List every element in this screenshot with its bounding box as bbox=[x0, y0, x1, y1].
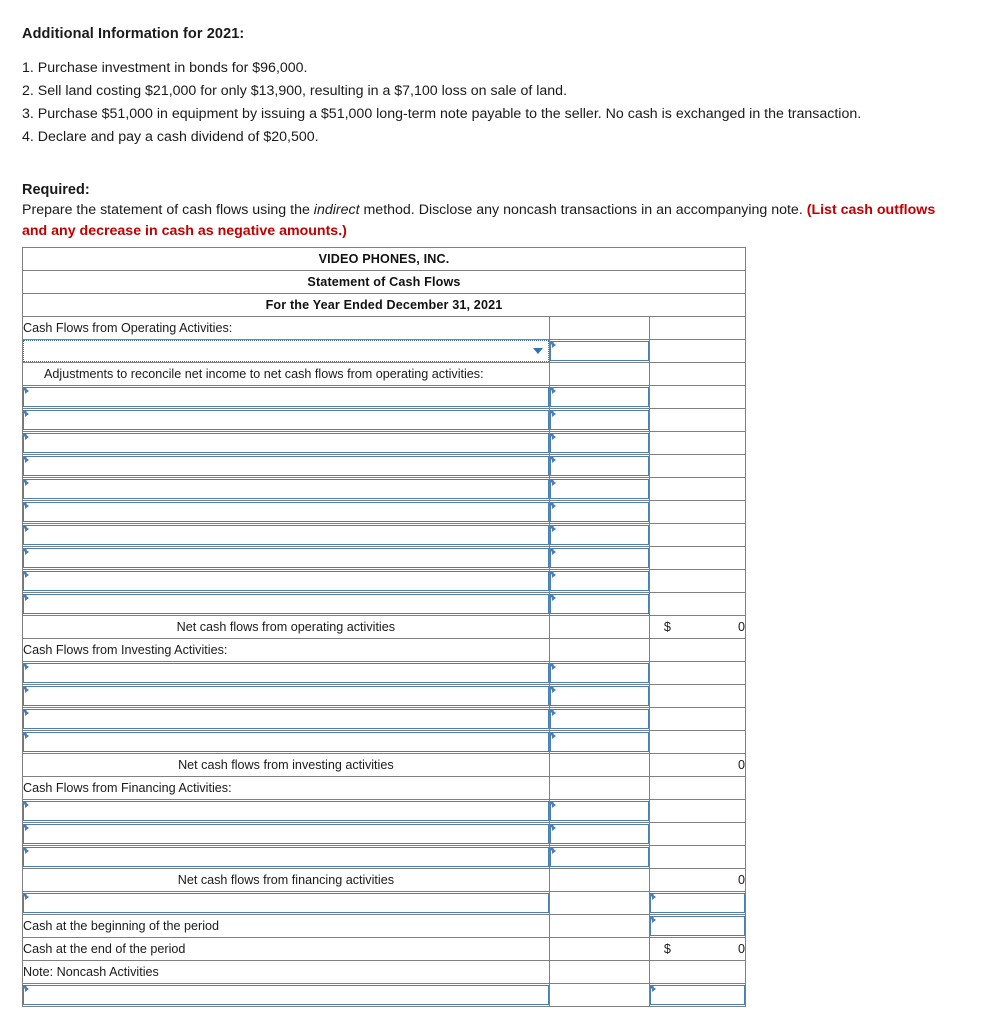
net-income-amount-input[interactable] bbox=[550, 341, 649, 361]
empty-cell-right bbox=[649, 731, 745, 754]
operating-entry-label-cell-4[interactable] bbox=[23, 455, 550, 478]
table-row bbox=[23, 685, 746, 708]
empty-cell-right bbox=[649, 386, 745, 409]
empty-cell-right bbox=[649, 662, 745, 685]
table-row bbox=[23, 892, 746, 915]
operating-entry-label-cell-5[interactable] bbox=[23, 478, 550, 501]
table-row bbox=[23, 823, 746, 846]
table-row bbox=[23, 570, 746, 593]
noncash-label-cell[interactable] bbox=[23, 984, 550, 1007]
net-income-amount-cell[interactable] bbox=[549, 340, 649, 363]
required-heading: Required: bbox=[22, 182, 90, 198]
operating-entry-amount-cell-7[interactable] bbox=[549, 524, 649, 547]
operating-entry-amount-input-6[interactable] bbox=[550, 502, 649, 522]
investing-entry-label-input-1[interactable] bbox=[23, 663, 549, 683]
empty-cell-right bbox=[649, 961, 745, 984]
financing-entry-label-cell-2[interactable] bbox=[23, 823, 550, 846]
investing-entry-label-cell-2[interactable] bbox=[23, 685, 550, 708]
info-item-4: 4. Declare and pay a cash dividend of $20,500. bbox=[22, 129, 319, 145]
cash-flow-worksheet bbox=[22, 247, 746, 1007]
required-block bbox=[22, 182, 964, 242]
operating-entry-amount-input-1[interactable] bbox=[550, 387, 649, 407]
empty-cell-right bbox=[649, 363, 745, 386]
statement-period: For the Year Ended December 31, 2021 bbox=[23, 294, 746, 317]
financing-entry-label-input-1[interactable] bbox=[23, 801, 549, 821]
table-row bbox=[23, 317, 746, 340]
noncash-label-input[interactable] bbox=[23, 985, 549, 1005]
financing-entry-label-input-3[interactable] bbox=[23, 847, 549, 867]
operating-entry-label-input-4[interactable] bbox=[23, 456, 549, 476]
net-income-select[interactable] bbox=[23, 340, 549, 362]
operating-activities-header: Cash Flows from Operating Activities: bbox=[23, 317, 550, 340]
investing-entry-amount-cell-4[interactable] bbox=[549, 731, 649, 754]
table-row bbox=[23, 409, 746, 432]
empty-cell-right bbox=[649, 524, 745, 547]
info-item-2: 2. Sell land costing $21,000 for only $13,900, resulting in a $7,100 loss on sale of land. bbox=[22, 83, 568, 99]
required-text-part1: Prepare the statement of cash flows using the bbox=[22, 202, 314, 218]
operating-entry-label-input-5[interactable] bbox=[23, 479, 549, 499]
investing-entry-amount-input-2[interactable] bbox=[550, 686, 649, 706]
table-row bbox=[23, 984, 746, 1007]
empty-cell-right bbox=[649, 317, 745, 340]
investing-activities-header: Cash Flows from Investing Activities: bbox=[23, 639, 550, 662]
table-row bbox=[23, 869, 746, 892]
empty-cell-right bbox=[649, 547, 745, 570]
cash-beginning-label: Cash at the beginning of the period bbox=[23, 915, 550, 938]
table-row bbox=[23, 938, 746, 961]
additional-information-list bbox=[22, 58, 964, 148]
investing-entry-label-input-2[interactable] bbox=[23, 686, 549, 706]
operating-entry-label-cell-3[interactable] bbox=[23, 432, 550, 455]
empty-cell-mid bbox=[549, 317, 649, 340]
net-investing-value-cell: 0 bbox=[649, 754, 745, 777]
operating-entry-label-cell-8[interactable] bbox=[23, 547, 550, 570]
operating-entry-amount-input-2[interactable] bbox=[550, 410, 649, 430]
empty-cell-mid bbox=[549, 363, 649, 386]
investing-entry-amount-input-4[interactable] bbox=[550, 732, 649, 752]
table-row bbox=[23, 386, 746, 409]
operating-entry-label-input-10[interactable] bbox=[23, 594, 549, 614]
operating-entry-amount-input-9[interactable] bbox=[550, 571, 649, 591]
net-financing-label: Net cash flows from financing activities bbox=[23, 869, 550, 892]
net-change-label-cell[interactable] bbox=[23, 892, 550, 915]
operating-entry-label-cell-10[interactable] bbox=[23, 593, 550, 616]
operating-entry-amount-input-4[interactable] bbox=[550, 456, 649, 476]
operating-entry-amount-input-7[interactable] bbox=[550, 525, 649, 545]
net-operating-value-cell bbox=[649, 616, 745, 639]
operating-entry-amount-cell-5[interactable] bbox=[549, 478, 649, 501]
empty-cell-right bbox=[649, 478, 745, 501]
operating-entry-amount-input-10[interactable] bbox=[550, 594, 649, 614]
operating-entry-amount-input-5[interactable] bbox=[550, 479, 649, 499]
table-row bbox=[23, 616, 746, 639]
operating-entry-amount-cell-6[interactable] bbox=[549, 501, 649, 524]
financing-entry-amount-input-2[interactable] bbox=[550, 824, 649, 844]
cash-end-value-cell bbox=[649, 938, 745, 961]
empty-cell-right bbox=[649, 340, 745, 363]
empty-cell-mid bbox=[549, 938, 649, 961]
operating-entry-amount-cell-3[interactable] bbox=[549, 432, 649, 455]
cash-end-label: Cash at the end of the period bbox=[23, 938, 550, 961]
empty-cell-mid bbox=[549, 869, 649, 892]
table-row bbox=[23, 639, 746, 662]
table-row bbox=[23, 432, 746, 455]
required-instructions bbox=[22, 200, 964, 242]
operating-entry-amount-cell-9[interactable] bbox=[549, 570, 649, 593]
cash-beginning-amount-input[interactable] bbox=[650, 916, 745, 936]
operating-entry-label-input-9[interactable] bbox=[23, 571, 549, 591]
financing-entry-label-cell-1[interactable] bbox=[23, 800, 550, 823]
cash-end-value: 0 bbox=[737, 942, 745, 956]
adjustments-header: Adjustments to reconcile net income to net cash flows from operating activities: bbox=[23, 363, 550, 386]
table-row bbox=[23, 846, 746, 869]
operating-entry-label-cell-7[interactable] bbox=[23, 524, 550, 547]
currency-symbol: $ bbox=[663, 620, 671, 634]
empty-cell-right bbox=[649, 409, 745, 432]
investing-entry-label-cell-4[interactable] bbox=[23, 731, 550, 754]
empty-cell-mid bbox=[549, 754, 649, 777]
financing-activities-header: Cash Flows from Financing Activities: bbox=[23, 777, 550, 800]
empty-cell-right bbox=[649, 501, 745, 524]
investing-entry-label-input-3[interactable] bbox=[23, 709, 549, 729]
operating-entry-label-input-7[interactable] bbox=[23, 525, 549, 545]
net-financing-value-cell: 0 bbox=[649, 869, 745, 892]
operating-entry-label-input-8[interactable] bbox=[23, 548, 549, 568]
operating-entry-amount-cell-10[interactable] bbox=[549, 593, 649, 616]
investing-entry-amount-cell-1[interactable] bbox=[549, 662, 649, 685]
net-operating-label: Net cash flows from operating activities bbox=[23, 616, 550, 639]
empty-cell-right bbox=[649, 800, 745, 823]
noncash-amount-input[interactable] bbox=[650, 985, 745, 1005]
table-row bbox=[23, 731, 746, 754]
table-row bbox=[23, 547, 746, 570]
chevron-down-icon[interactable] bbox=[533, 348, 543, 354]
investing-entry-amount-cell-2[interactable] bbox=[549, 685, 649, 708]
operating-entry-amount-cell-4[interactable] bbox=[549, 455, 649, 478]
financing-entry-label-input-2[interactable] bbox=[23, 824, 549, 844]
problem-prose bbox=[0, 0, 986, 242]
table-title-row-statement bbox=[23, 271, 746, 294]
financing-entry-amount-cell-1[interactable] bbox=[549, 800, 649, 823]
net-investing-label: Net cash flows from investing activities bbox=[23, 754, 550, 777]
operating-entry-amount-cell-2[interactable] bbox=[549, 409, 649, 432]
table-row bbox=[23, 340, 746, 363]
required-text-part2: method. Disclose any noncash transactions in an accompanying note. bbox=[359, 202, 807, 218]
investing-entry-amount-input-3[interactable] bbox=[550, 709, 649, 729]
investing-entry-label-input-4[interactable] bbox=[23, 732, 549, 752]
operating-entry-label-input-3[interactable] bbox=[23, 433, 549, 453]
info-item-3: 3. Purchase $51,000 in equipment by issuing a $51,000 long-term note payable to the seller. No cash is exchanged in the transaction. bbox=[22, 106, 862, 122]
empty-cell-mid bbox=[549, 639, 649, 662]
empty-cell-mid bbox=[549, 892, 649, 915]
net-operating-value: 0 bbox=[737, 620, 745, 634]
statement-of-cash-flows-table bbox=[22, 247, 746, 1007]
investing-entry-label-cell-3[interactable] bbox=[23, 708, 550, 731]
currency-symbol: $ bbox=[663, 942, 671, 956]
required-text-italic: indirect bbox=[313, 202, 360, 218]
table-row bbox=[23, 708, 746, 731]
empty-cell-mid bbox=[549, 616, 649, 639]
net-change-amount-cell[interactable] bbox=[649, 892, 745, 915]
table-row bbox=[23, 478, 746, 501]
net-income-dropdown-cell[interactable] bbox=[23, 340, 550, 363]
empty-cell-mid bbox=[549, 777, 649, 800]
investing-entry-amount-input-1[interactable] bbox=[550, 663, 649, 683]
noncash-activities-label: Note: Noncash Activities bbox=[23, 961, 550, 984]
operating-entry-label-cell-1[interactable] bbox=[23, 386, 550, 409]
noncash-amount-cell[interactable] bbox=[649, 984, 745, 1007]
table-row bbox=[23, 800, 746, 823]
table-row bbox=[23, 662, 746, 685]
operating-entry-label-cell-9[interactable] bbox=[23, 570, 550, 593]
financing-entry-amount-cell-3[interactable] bbox=[549, 846, 649, 869]
net-income-select-value bbox=[24, 341, 548, 344]
empty-cell-mid bbox=[549, 961, 649, 984]
empty-cell-right bbox=[649, 708, 745, 731]
empty-cell-right bbox=[649, 570, 745, 593]
operating-entry-label-input-1[interactable] bbox=[23, 387, 549, 407]
operating-entry-amount-cell-8[interactable] bbox=[549, 547, 649, 570]
operating-entry-label-cell-6[interactable] bbox=[23, 501, 550, 524]
financing-entry-amount-cell-2[interactable] bbox=[549, 823, 649, 846]
empty-cell-right bbox=[649, 777, 745, 800]
table-row bbox=[23, 961, 746, 984]
financing-entry-amount-input-3[interactable] bbox=[550, 847, 649, 867]
statement-name: Statement of Cash Flows bbox=[23, 271, 746, 294]
additional-information-heading: Additional Information for 2021: bbox=[22, 26, 245, 42]
empty-cell-mid bbox=[549, 984, 649, 1007]
table-title-row-period bbox=[23, 294, 746, 317]
empty-cell-right bbox=[649, 593, 745, 616]
empty-cell-mid bbox=[549, 915, 649, 938]
operating-entry-label-input-6[interactable] bbox=[23, 502, 549, 522]
table-title-row-company bbox=[23, 248, 746, 271]
table-row bbox=[23, 915, 746, 938]
company-name: VIDEO PHONES, INC. bbox=[23, 248, 746, 271]
required-text-emphasis: (List cash outflows and any decrease in cash as negative amounts.) bbox=[22, 202, 936, 239]
table-row bbox=[23, 524, 746, 547]
empty-cell-right bbox=[649, 432, 745, 455]
operating-entry-amount-input-3[interactable] bbox=[550, 433, 649, 453]
info-item-1: 1. Purchase investment in bonds for $96,000. bbox=[22, 60, 308, 76]
net-change-label-input[interactable] bbox=[23, 893, 549, 913]
financing-entry-label-cell-3[interactable] bbox=[23, 846, 550, 869]
table-row bbox=[23, 501, 746, 524]
investing-entry-label-cell-1[interactable] bbox=[23, 662, 550, 685]
net-change-amount-input[interactable] bbox=[650, 893, 745, 913]
empty-cell-right bbox=[649, 846, 745, 869]
empty-cell-right bbox=[649, 823, 745, 846]
operating-entry-label-cell-2[interactable] bbox=[23, 409, 550, 432]
table-row bbox=[23, 754, 746, 777]
empty-cell-right bbox=[649, 455, 745, 478]
table-row bbox=[23, 777, 746, 800]
empty-cell-right bbox=[649, 639, 745, 662]
operating-entry-label-input-2[interactable] bbox=[23, 410, 549, 430]
financing-entry-amount-input-1[interactable] bbox=[550, 801, 649, 821]
table-row bbox=[23, 455, 746, 478]
operating-entry-amount-cell-1[interactable] bbox=[549, 386, 649, 409]
cash-beginning-amount-cell[interactable] bbox=[649, 915, 745, 938]
operating-entry-amount-input-8[interactable] bbox=[550, 548, 649, 568]
investing-entry-amount-cell-3[interactable] bbox=[549, 708, 649, 731]
table-row bbox=[23, 363, 746, 386]
table-row bbox=[23, 593, 746, 616]
empty-cell-right bbox=[649, 685, 745, 708]
